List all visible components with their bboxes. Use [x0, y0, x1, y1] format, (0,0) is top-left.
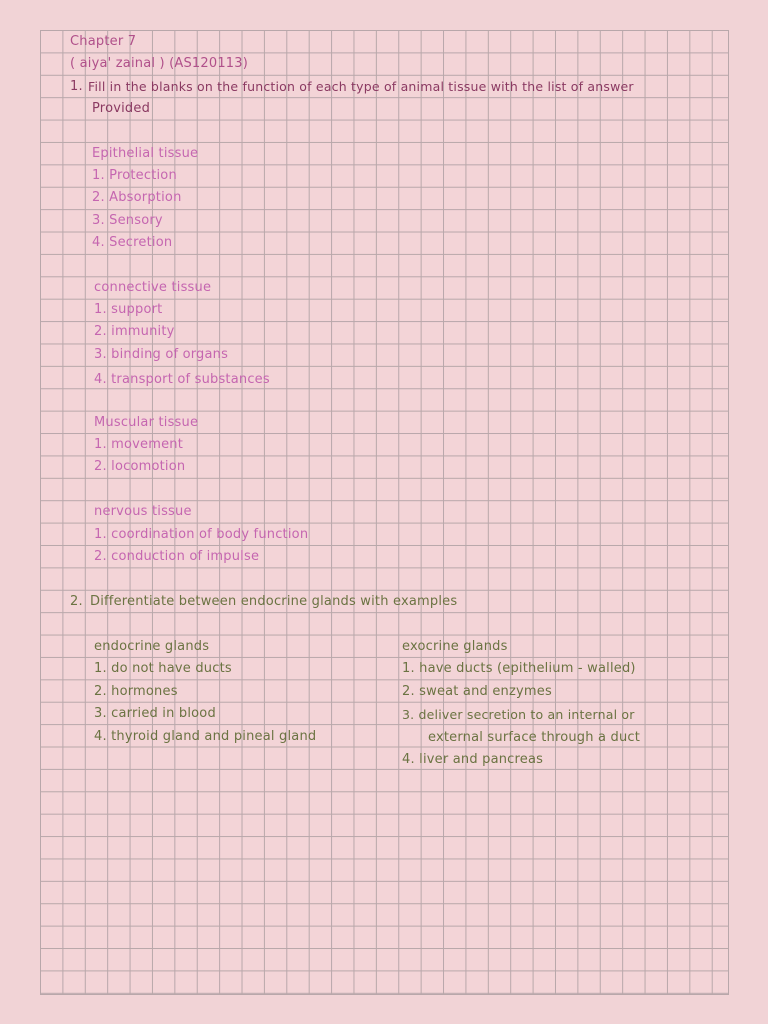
endocrine-item: 2. hormones	[94, 684, 178, 699]
q1-number: 1.	[70, 79, 83, 94]
exocrine-item-continuation: external surface through a duct	[428, 730, 641, 745]
exocrine-title: exocrine glands	[402, 639, 508, 654]
connective-item: 4. transport of substances	[94, 372, 270, 387]
exocrine-item: 4. liver and pancreas	[402, 752, 544, 767]
endocrine-item: 4. thyroid gland and pineal gland	[94, 729, 317, 744]
epithelial-item: 4. Secretion	[92, 235, 173, 250]
exocrine-item: 1. have ducts (epithelium - walled)	[402, 661, 636, 676]
epithelial-item: 1. Protection	[92, 168, 177, 183]
epithelial-item: 3. Sensory	[92, 213, 163, 228]
chapter-title: Chapter 7	[70, 34, 137, 49]
connective-title: connective tissue	[94, 280, 212, 295]
connective-item: 2. immunity	[94, 324, 175, 339]
nervous-item: 1. coordination of body function	[94, 527, 309, 542]
epithelial-item: 2. Absorption	[92, 190, 182, 205]
connective-item: 3. binding of organs	[94, 347, 229, 362]
endocrine-title: endocrine glands	[94, 639, 210, 654]
exocrine-item: 3. deliver secretion to an internal or	[402, 707, 635, 722]
nervous-item: 2. conduction of impulse	[94, 549, 260, 564]
q2-text: Differentiate between endocrine glands with examples	[90, 594, 458, 609]
endocrine-item: 3. carried in blood	[94, 706, 216, 721]
author-line: ( aiya' zainal ) (AS120113)	[70, 56, 249, 71]
nervous-title: nervous tissue	[94, 504, 192, 519]
muscular-item: 2. locomotion	[94, 459, 186, 474]
q2-number: 2.	[70, 594, 83, 609]
connective-item: 1. support	[94, 302, 163, 317]
q1-text-line1: Fill in the blanks on the function of each type of animal tissue with the list of answer	[88, 79, 634, 94]
muscular-title: Muscular tissue	[94, 415, 199, 430]
epithelial-title: Epithelial tissue	[92, 146, 199, 161]
endocrine-item: 1. do not have ducts	[94, 661, 232, 676]
exocrine-item: 2. sweat and enzymes	[402, 684, 552, 699]
q1-text-line2: Provided	[92, 101, 151, 116]
muscular-item: 1. movement	[94, 437, 184, 452]
